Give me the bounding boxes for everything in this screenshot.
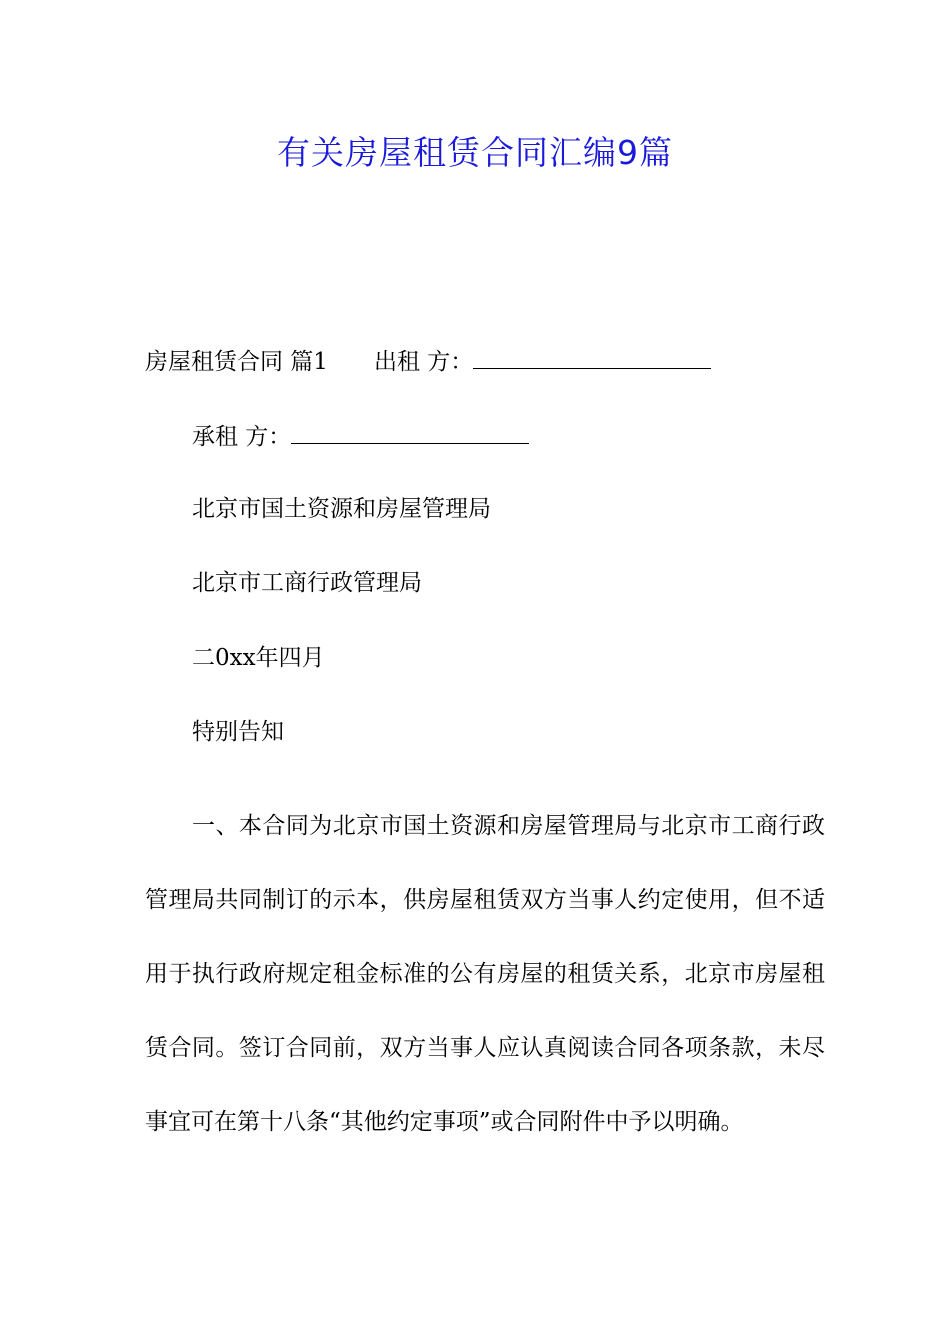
- authority-1: 北京市国土资源和房屋管理局: [192, 496, 491, 522]
- lessor-label: 出租 方：: [373, 349, 474, 375]
- lessee-label: 承租 方：: [192, 424, 292, 450]
- lessor-blank: [473, 344, 711, 369]
- issue-date: 二0xx年四月: [192, 645, 325, 671]
- document-title: 有关房屋租赁合同汇编9篇: [277, 133, 673, 172]
- contract-heading-line: [145, 344, 825, 378]
- notice-paragraph: 一、本合同为北京市国土资源和房屋管理局与北京市工商行政管理局共同制订的示本，供房屋租赁双方当事人约定使用，但不适用于执行政府规定租金标准的公有房屋的租赁关系，北京市房屋租赁合同。签订合同前，双方当事人应认真阅读合同各项条款，未尽事宜可在第十八条“其他约定事项”或合同附件中予以明确。: [145, 813, 825, 1135]
- authority-2: 北京市工商行政管理局: [192, 570, 422, 596]
- lessee-line: [192, 419, 872, 453]
- lessee-blank: [291, 419, 529, 444]
- notice-heading: 特别告知: [192, 719, 284, 745]
- contract-heading: 房屋租赁合同 篇1: [145, 349, 328, 375]
